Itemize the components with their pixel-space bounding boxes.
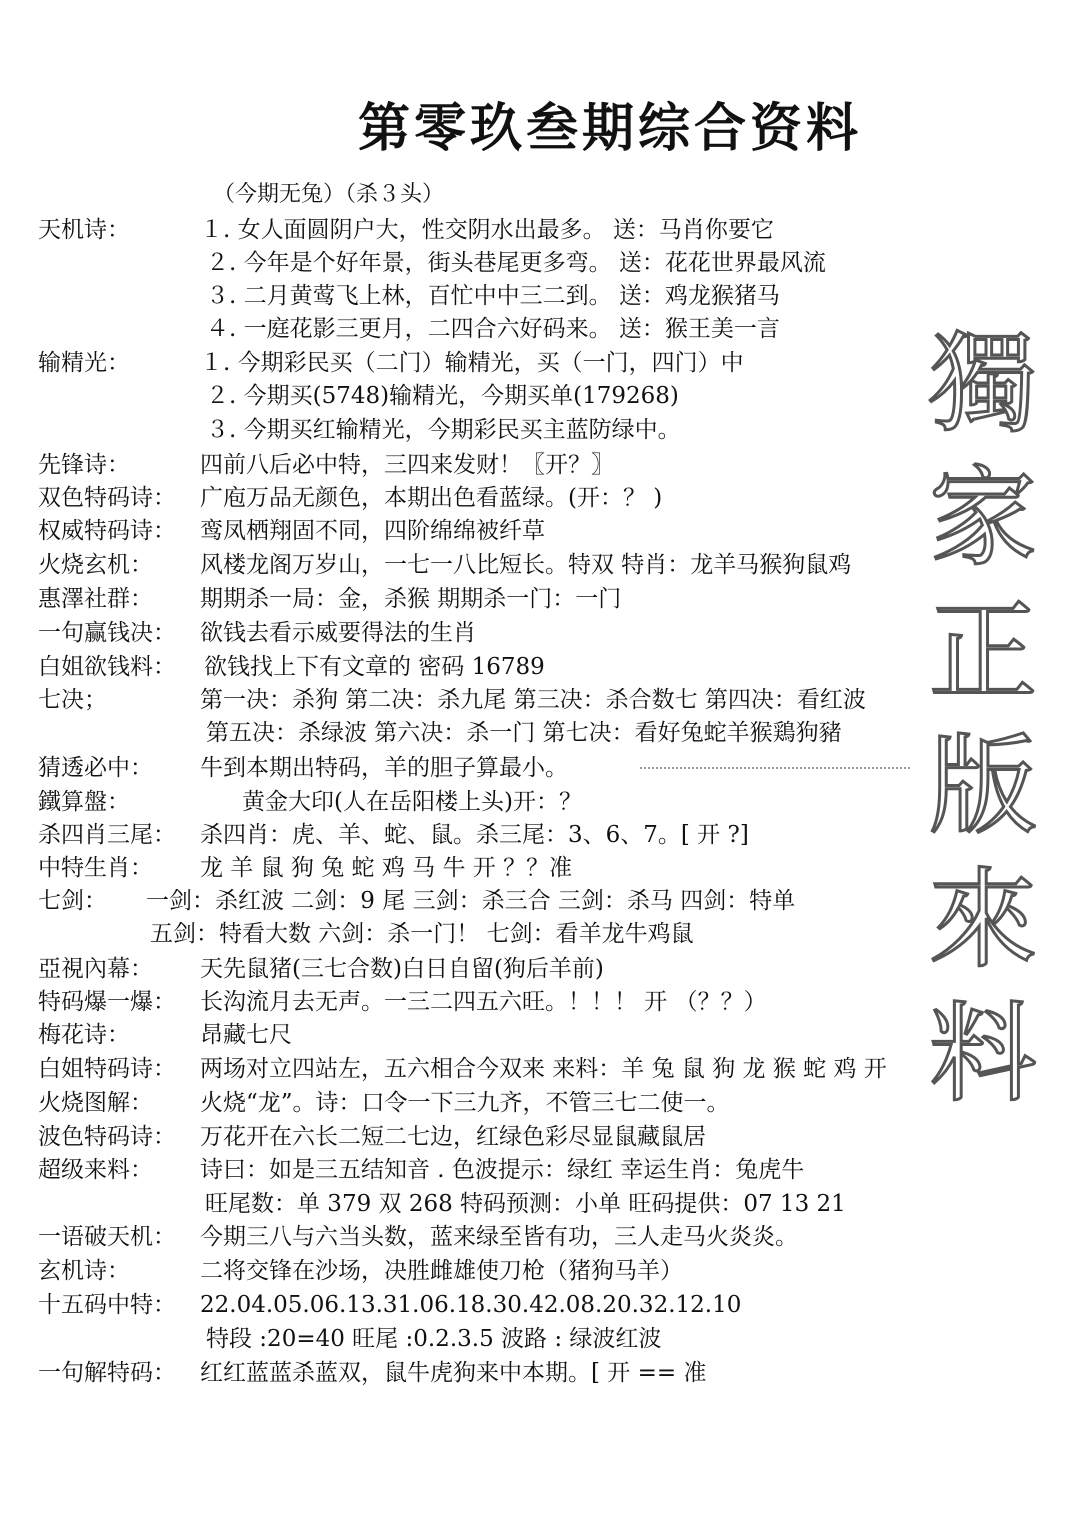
row-label: 双色特码诗： bbox=[38, 485, 176, 511]
content-row bbox=[0, 818, 1080, 852]
row-text: 二将交锋在沙场，决胜雌雄使刀枪（猪狗马羊） bbox=[200, 1258, 683, 1284]
content-row bbox=[0, 514, 1080, 548]
row-text: 特段 :20=40 旺尾 :0.2.3.5 波路 : 绿波红波 bbox=[206, 1326, 662, 1352]
row-text: 广庖万品无颜色，本期出色看蓝绿。(开：？ ) bbox=[200, 485, 663, 511]
row-text: 一剑：杀红波 二剑：9 尾 三剑：杀三合 三剑：杀马 四剑：特单 bbox=[146, 888, 796, 914]
stamp-char: 獨 bbox=[928, 322, 1037, 447]
content-row bbox=[0, 785, 1080, 819]
row-text: ３. 今期买红输精光，今期彩民买主蓝防绿中。 bbox=[206, 417, 681, 443]
row-label: 输精光： bbox=[38, 350, 130, 376]
row-label: 七决； bbox=[38, 687, 107, 713]
content-row bbox=[0, 1086, 1080, 1120]
row-text: 期期杀一局：金，杀猴 期期杀一门：一门 bbox=[200, 586, 622, 612]
content-row bbox=[0, 279, 1080, 313]
row-text: 22.04.05.06.13.31.06.18.30.42.08.20.32.12.10 bbox=[200, 1292, 742, 1318]
content-row bbox=[0, 346, 1080, 380]
row-label: 猜透必中： bbox=[38, 755, 153, 781]
content-row bbox=[0, 548, 1080, 582]
row-label: 玄机诗： bbox=[38, 1258, 130, 1284]
row-text: 火烧“龙”。诗：口令一下三九齐，不管三七二使一。 bbox=[200, 1090, 730, 1116]
row-text: 第一决：杀狗 第二决：杀九尾 第三决：杀合数七 第四决：看红波 bbox=[200, 687, 866, 713]
content-row bbox=[0, 851, 1080, 885]
content-row bbox=[0, 312, 1080, 346]
row-text: 天先鼠猪(三七合数)白日自留(狗后羊前) bbox=[200, 956, 604, 982]
content-row bbox=[0, 582, 1080, 616]
dotted-line bbox=[640, 767, 910, 769]
row-text: 诗曰：如是三五结知音 . 色波提示：绿红 幸运生肖：兔虎牛 bbox=[200, 1157, 805, 1183]
row-label: 白姐欲钱料： bbox=[38, 654, 176, 680]
row-label: 特码爆一爆： bbox=[38, 989, 176, 1015]
content-row bbox=[0, 1356, 1080, 1390]
row-label: 天机诗： bbox=[38, 217, 130, 243]
row-label: 亞視內幕： bbox=[38, 956, 153, 982]
stamp-char: 正 bbox=[928, 590, 1037, 715]
stamp-char: 版 bbox=[928, 724, 1037, 849]
content-row bbox=[0, 716, 1080, 750]
row-label: 十五码中特： bbox=[38, 1292, 176, 1318]
row-label: 火烧玄机： bbox=[38, 552, 153, 578]
stamp-char: 料 bbox=[928, 992, 1037, 1117]
row-text: 牛到本期出特码，羊的胆子算最小。 bbox=[200, 755, 568, 781]
content-row bbox=[0, 379, 1080, 413]
row-text: ２. 今期买(5748)输精光，今期买单(179268) bbox=[206, 383, 679, 409]
content-row bbox=[0, 448, 1080, 482]
row-label: 火烧图解： bbox=[38, 1090, 153, 1116]
row-label: 梅花诗： bbox=[38, 1022, 130, 1048]
row-label: 一句解特码： bbox=[38, 1360, 176, 1386]
content-row bbox=[0, 1187, 1080, 1221]
row-label: 惠澤社群： bbox=[38, 586, 153, 612]
row-text: 四前八后必中特，三四来发财！〖开？〗 bbox=[200, 452, 614, 478]
row-text: 欲钱去看示威要得法的生肖 bbox=[200, 620, 476, 646]
row-text: １. 今期彩民买（二门）输精光，买（一门，四门）中 bbox=[200, 350, 744, 376]
row-label: 中特生肖： bbox=[38, 855, 153, 881]
content-row bbox=[0, 1288, 1080, 1322]
row-text: ３. 二月黄莺飞上林，百忙中中三二到。 送：鸡龙猴猪马 bbox=[206, 283, 780, 309]
row-text: 今期三八与六当头数，蓝来绿至皆有功，三人走马火炎炎。 bbox=[200, 1224, 798, 1250]
content-row bbox=[0, 1018, 1080, 1052]
content-row bbox=[0, 413, 1080, 447]
content-row bbox=[0, 1052, 1080, 1086]
row-text: 第五决：杀绿波 第六决：杀一门 第七决：看好兔蛇羊猴鶏狗豬 bbox=[206, 720, 842, 746]
row-text: 风楼龙阁万岁山，一七一八比短长。特双 特肖：龙羊马猴狗鼠鸡 bbox=[200, 552, 852, 578]
row-text: 鸾凤栖翔固不同，四阶绵绵被纤草 bbox=[200, 518, 545, 544]
content-row bbox=[0, 481, 1080, 515]
content-row bbox=[0, 1322, 1080, 1356]
row-label: 杀四肖三尾： bbox=[38, 822, 176, 848]
content-row bbox=[0, 683, 1080, 717]
row-text: 万花开在六长二短二七边，红绿色彩尽显鼠藏鼠居 bbox=[200, 1124, 706, 1150]
content-row bbox=[0, 1120, 1080, 1154]
row-label: 超级来料： bbox=[38, 1157, 153, 1183]
content-row bbox=[0, 884, 1080, 918]
row-label: 权威特码诗： bbox=[38, 518, 176, 544]
row-label: 波色特码诗： bbox=[38, 1124, 176, 1150]
content-row bbox=[0, 1254, 1080, 1288]
content-row bbox=[0, 917, 1080, 951]
row-text: 黄金大印(人在岳阳楼上头)开：？ bbox=[242, 789, 582, 815]
row-text: １. 女人面圆阴户大，性交阴水出最多。 送：马肖你要它 bbox=[200, 217, 774, 243]
page-subtitle: （今期无兔）（杀３头） bbox=[213, 182, 445, 207]
content-row bbox=[0, 985, 1080, 1019]
content-row bbox=[0, 1153, 1080, 1187]
content-row bbox=[0, 1220, 1080, 1254]
content-row bbox=[0, 246, 1080, 280]
row-label: 鐵算盤： bbox=[38, 789, 130, 815]
content-row bbox=[0, 650, 1080, 684]
content-row bbox=[0, 952, 1080, 986]
row-text: 杀四肖：虎、羊、蛇、鼠。杀三尾：3、6、7。[ 开 ?] bbox=[200, 822, 749, 848]
row-text: 昂藏七尺 bbox=[200, 1022, 292, 1048]
row-label: 白姐特码诗： bbox=[38, 1056, 176, 1082]
row-text: ２. 今年是个好年景，街头巷尾更多弯。 送：花花世界最风流 bbox=[206, 250, 826, 276]
row-text: ４. 一庭花影三更月，二四合六好码来。 送：猴王美一言 bbox=[206, 316, 780, 342]
page-title: 第零玖叁期综合资料 bbox=[358, 99, 863, 159]
row-text: 旺尾数：单 379 双 268 特码预测：小单 旺码提供：07 13 21 bbox=[205, 1191, 846, 1217]
row-text: 五剑：特看大数 六剑：杀一门！ 七剑：看羊龙牛鸡鼠 bbox=[150, 921, 694, 947]
stamp-char: 來 bbox=[928, 858, 1037, 983]
stamp-char: 家 bbox=[928, 456, 1037, 581]
row-label: 一语破天机： bbox=[38, 1224, 176, 1250]
row-text: 欲钱找上下有文章的 密码 16789 bbox=[204, 654, 545, 680]
row-text: 两场对立四站左，五六相合今双来 来料：羊 兔 鼠 狗 龙 猴 蛇 鸡 开 bbox=[200, 1056, 887, 1082]
row-label: 先锋诗： bbox=[38, 452, 130, 478]
row-text: 红红蓝蓝杀蓝双，鼠牛虎狗来中本期。[ 开 == 准 bbox=[200, 1360, 707, 1386]
row-text: 龙 羊 鼠 狗 兔 蛇 鸡 马 牛 开 ？？准 bbox=[200, 855, 573, 881]
content-row bbox=[0, 213, 1080, 247]
content-row bbox=[0, 751, 1080, 785]
row-text: 长沟流月去无声。一三二四五六旺。！！！ 开 （？？） bbox=[200, 989, 767, 1015]
row-label: 一句赢钱决： bbox=[38, 620, 176, 646]
content-row bbox=[0, 616, 1080, 650]
row-label: 七剑： bbox=[38, 888, 107, 914]
